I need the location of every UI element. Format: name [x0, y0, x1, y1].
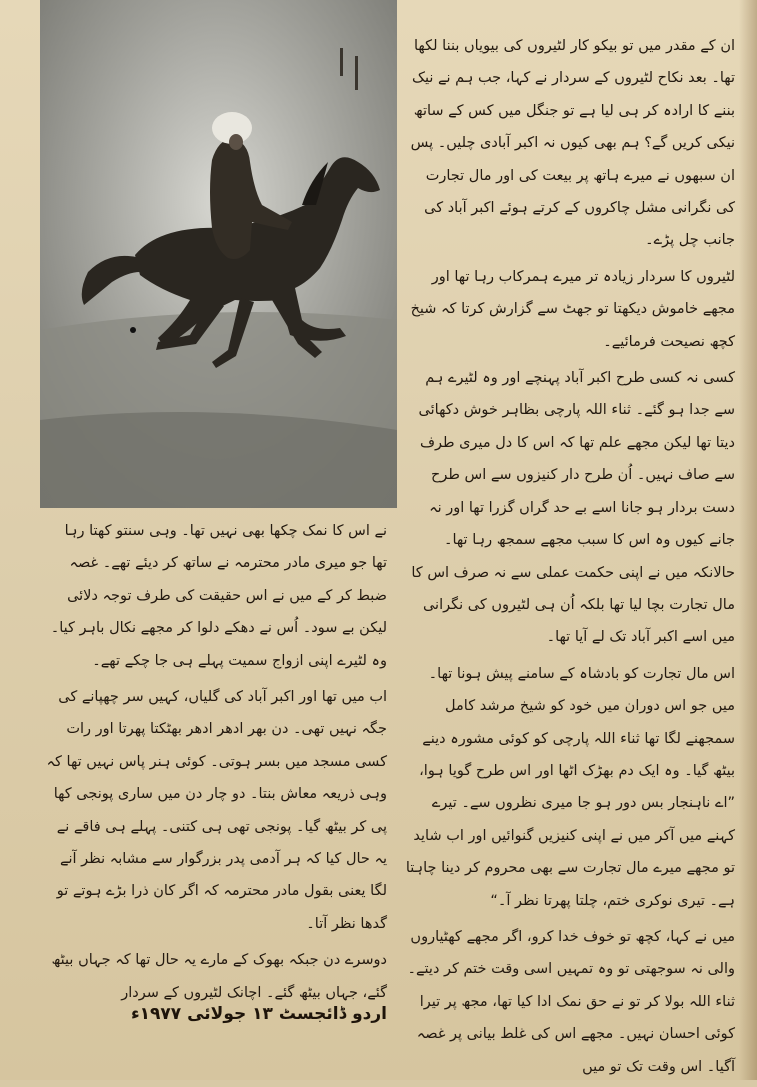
horse-rider-photo-icon [40, 0, 397, 508]
paragraph: اب میں تھا اور اکبر آباد کی گلیاں، کہیں سر چھپانے کی جگہ نہیں تھی۔ دن بھر ادھر ادھر بھٹکتا پھرتا اور رات کسی مسجد میں بسر ہوتی۔ کوئی ہنر پاس نہیں تھا کہ وہی ذریعہ معاش بنتا۔ دو چار دن میں ساری پونجی کھا پی کر بیٹھ گیا۔ پونجی تھی ہی کتنی۔ پہلے ہی فاقے نے یہ حال کیا کہ ہر آدمی پدر بزرگوار سے مشابہ نظر آنے لگا یعنی بقول مادر محترمہ کہ اگر کان ذرا بڑے ہوتے تو گدھا نظر آتا۔ [46, 689, 387, 932]
paragraph: کسی نہ کسی طرح اکبر آباد پہنچے اور وہ لٹیرے ہم سے جدا ہو گئے۔ ثناء اللہ پارچی بظاہر خوش دکھائی دیتا تھا لیکن مجھے علم تھا کہ اس کا دل میری طرف سے صاف نہیں۔ اُن طرح دار کنیزوں سے اس طرح دست بردار ہو جانا اسے بے حد گراں گزرا تھا اور نہ جانے کیوں وہ اس کا سبب مجھے سمجھ رہا تھا۔ حالانکہ میں نے اپنی حکمت عملی سے نہ صرف اس کا مال تجارت بچا لیا تھا بلکہ اُن ہی لٹیروں کی نگرانی میں اسے اکبر آباد تک لے آیا تھا۔ [411, 370, 735, 646]
paragraph: دوسرے دن جبکہ بھوک کے مارے یہ حال تھا کہ جہاں بیٹھ گئے، جہاں بیٹھ گئے۔ اچانک لٹیروں کے سردار [51, 952, 387, 1001]
page-edge-shadow [739, 0, 757, 1080]
paragraph: لٹیروں کا سردار زیادہ تر میرے ہمرکاب رہا تھا اور مجھے خاموش دیکھتا تو جھٹ سے گزارش کرتا کہ شیخ کچھ نصیحت فرمائیے۔ [410, 268, 735, 350]
article-column-left [45, 515, 387, 1013]
paragraph: ان کے مقدر میں تو بیکو کار لٹیروں کی بیویاں بننا لکھا تھا۔ بعد نکاح لٹیروں کے سردار نے کہا، جب ہم نے نیک بننے کا ارادہ کر ہی لیا ہے تو جنگل میں کس کے ساتھ نیکی کریں گے؟ ہم بھی کیوں نہ اکبر آبادی چلیں۔ پس ان سبھوں نے میرے ہاتھ پر بیعت کی اور مال تجارت کی نگرانی مشل چاکروں کے کرتے ہوئے اکبر آباد کی جانب چل پڑے۔ [410, 38, 735, 249]
page-footer: اردو ڈائجسٹ ۱۳ جولائی ۱۹۷۷ء [130, 1004, 387, 1024]
paragraph: اس مال تجارت کو بادشاہ کے سامنے پیش ہونا تھا۔ میں جو اس دوران میں خود کو شیخ مرشد کامل سمجھنے لگا تھا ثناء اللہ پارچی کو کوئی مشورہ دینے بیٹھ گیا۔ وہ ایک دم بھڑک اٹھا اور اس طرح گویا ہوا، ”اے ناہنجار بس دور ہو جا میری نظروں سے۔ تیرے کہنے میں آکر میں نے اپنی کنیزیں گنوائیں اور اب شاید تو مجھے میرے مال تجارت سے بھی محروم کر دینا چاہتا ہے۔ تیری نوکری ختم، چلتا پھرتا نظر آ۔“ [405, 665, 735, 909]
paragraph: میں نے کہا، کچھ تو خوف خدا کرو، اگر مجھے کھٹیاروں والی نہ سوجھتی تو وہ تمہیں اسی وقت ختم کر دیتے۔ ثناء اللہ بولا کر تو نے حق نمک ادا کیا تھا، مجھ پر تیرا کوئی احسان نہیں۔ مجھے اس کی غلط بیانی پر غصہ آگیا۔ اس وقت تک تو میں [407, 928, 735, 1075]
paragraph: نے اس کا نمک چکھا بھی نہیں تھا۔ وہی سنتو کھتا رہا تھا جو میری مادر محترمہ نے ساتھ کر دیئے تھے۔ غصہ ضبط کر کے میں نے اس حقیقت کی طرف توجہ دلائی لیکن بے سود۔ اُس نے دھکے دلوا کر مجھے نکال باہر کیا۔ وہ لٹیرے اپنی ازواج سمیت پہلے ہی جا چکے تھے۔ [50, 523, 387, 669]
article-column-right [405, 30, 735, 1087]
horse-rider-photo [40, 0, 397, 508]
